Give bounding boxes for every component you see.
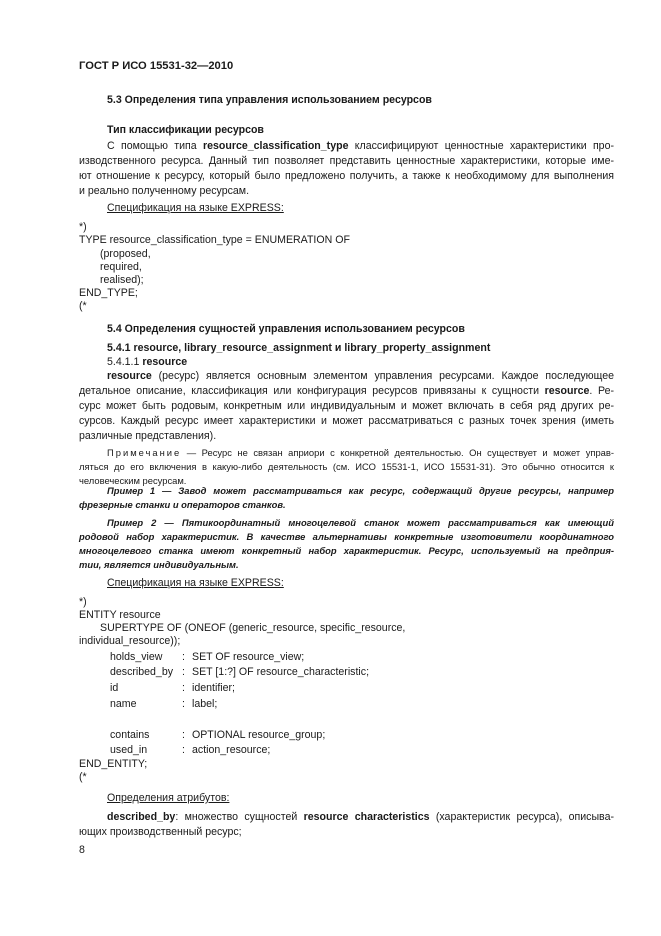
definition-line: described_by: множество сущностей resource characteristics (характеристик ресурса), описыва- xyxy=(107,811,614,823)
paragraph-line: различные представления). xyxy=(79,430,217,442)
paragraph-line: сурс может быть родовым, конкретным или индивидуальным и может включать в себя ряд других ре- xyxy=(79,400,614,412)
example-2-line: родовой набор характеристик. В качестве альтернативы конкретные изготовители координатного xyxy=(79,531,614,542)
attr-separator: : xyxy=(182,651,185,663)
standard-header: ГОСТ Р ИСО 15531-32—2010 xyxy=(79,60,234,72)
code-line: TYPE resource_classification_type = ENUMERATION OF xyxy=(79,234,350,246)
attr-separator: : xyxy=(182,698,185,710)
attr-type: label; xyxy=(192,698,218,710)
example-1-line: Пример 1 — Завод может рассматриваться как ресурс, содержащий другие ресурсы, например xyxy=(107,485,614,496)
attr-separator: : xyxy=(182,744,185,756)
code-line: ENTITY resource xyxy=(79,609,161,621)
note-line: Примечание — Ресурс не связан априори с конкретной деятельностью. Он существует и может управ- xyxy=(107,447,614,458)
paragraph-line: детальное описание, классификация или конфигурация ресурсов привязаны к сущности resource. Ре- xyxy=(79,385,615,397)
attribute-definitions-label: Определения атрибутов: xyxy=(107,792,230,804)
section-5-4-1-title: 5.4.1 resource, library_resource_assignment и library_property_assignment xyxy=(107,342,491,354)
classification-subtitle: Тип классификации ресурсов xyxy=(107,124,264,136)
code-line: (* xyxy=(79,300,87,312)
paragraph-line: изводственного ресурса. Данный тип позволяет представить ценностные характеристики, которые име- xyxy=(79,155,614,167)
code-line: END_ENTITY; xyxy=(79,758,148,770)
code-line: *) xyxy=(79,596,87,608)
attr-name: contains xyxy=(110,729,150,741)
code-line: required, xyxy=(100,261,142,273)
paragraph-line: и реально полученному ресурсам. xyxy=(79,185,250,197)
attr-name: described_by xyxy=(110,666,174,678)
paragraph-line: ют отношение к ресурсу, который было предложено получить, а также к необходимому для выполнения xyxy=(79,170,614,182)
paragraph-line: сурсов. Каждый ресурс имеет характеристики и может рассматриваться с разных точек зрения (иметь xyxy=(79,415,614,427)
attr-type: OPTIONAL resource_group; xyxy=(192,729,326,741)
section-5-3-title: 5.3 Определения типа управления использованием ресурсов xyxy=(107,94,432,106)
attr-type: action_resource; xyxy=(192,744,271,756)
example-2-line: тии, является индивидуальным. xyxy=(79,559,239,570)
attr-name: name xyxy=(110,698,137,710)
paragraph-line: resource (ресурс) является основным элементом управления ресурсами. Каждое последующее xyxy=(107,370,614,382)
code-line: END_TYPE; xyxy=(79,287,138,299)
attr-type: SET OF resource_view; xyxy=(192,651,305,663)
attr-separator: : xyxy=(182,729,185,741)
note-line: ляться до его включения в какую-либо деятельность (см. ИСО 15531-1, ИСО 15531-31). Это обычно относится к xyxy=(79,461,614,472)
attr-type: SET [1:?] OF resource_characteristic; xyxy=(192,666,370,678)
code-line: individual_resource)); xyxy=(79,635,181,647)
section-5-4-title: 5.4 Определения сущностей управления использованием ресурсов xyxy=(107,323,465,335)
example-2-line: многоцелевого станка имеют конкретный набор характеристик. Ресурс, используемый на предприя- xyxy=(79,545,614,556)
attr-name: used_in xyxy=(110,744,148,756)
page-number: 8 xyxy=(79,844,85,856)
definition-line: ющих производственный ресурс; xyxy=(79,826,242,838)
attr-separator: : xyxy=(182,682,185,694)
note-line: человеческим ресурсам. xyxy=(79,475,187,486)
attr-name: id xyxy=(110,682,119,694)
express-spec-label: Спецификация на языке EXPRESS: xyxy=(107,577,284,589)
code-line: realised); xyxy=(100,274,144,286)
code-line: (proposed, xyxy=(100,248,151,260)
attr-separator: : xyxy=(182,666,185,678)
attr-name: holds_view xyxy=(110,651,163,663)
example-1-line: фрезерные станки и операторов станков. xyxy=(79,499,286,510)
attr-type: identifier; xyxy=(192,682,235,694)
express-spec-label: Спецификация на языке EXPRESS: xyxy=(107,202,284,214)
example-2-line: Пример 2 — Пятикоординатный многоцелевой станок может рассматриваться как имеющий xyxy=(107,517,614,528)
code-line: SUPERTYPE OF (ONEOF (generic_resource, specific_resource, xyxy=(100,622,406,634)
code-line: *) xyxy=(79,221,87,233)
code-line: (* xyxy=(79,771,87,783)
section-5-4-1-1-title: 5.4.1.1 resource xyxy=(107,356,188,368)
paragraph-line: С помощью типа resource_classification_type классифицируют ценностные характеристики про- xyxy=(107,140,614,152)
